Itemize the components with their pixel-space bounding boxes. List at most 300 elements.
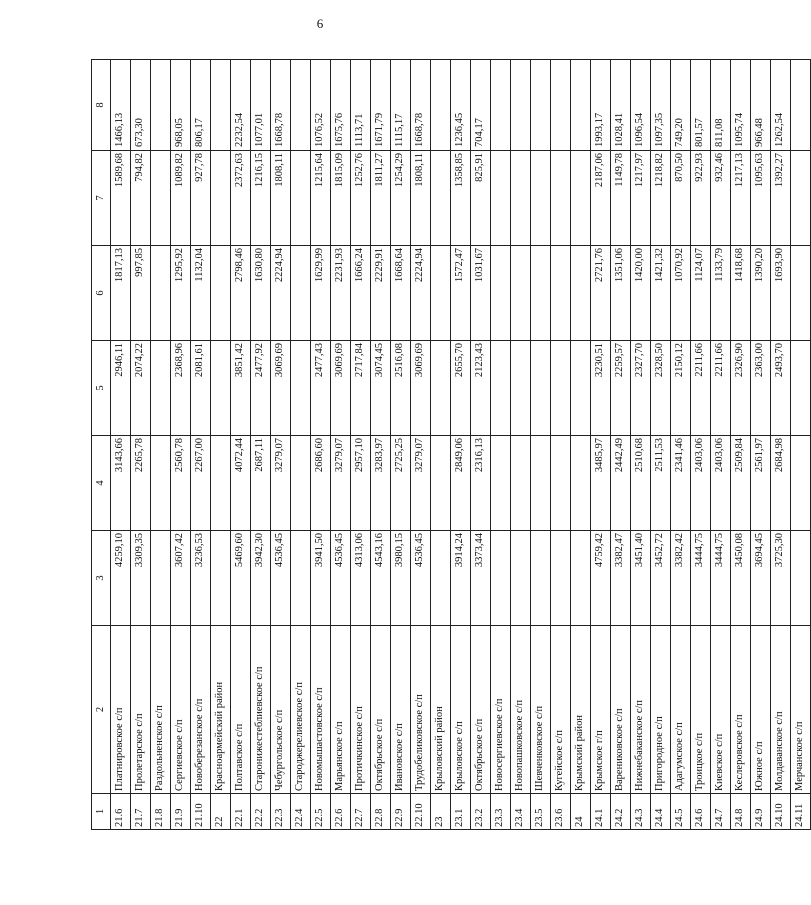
value-cell: [151, 60, 171, 151]
value-cell: 1262,54: [771, 60, 791, 151]
value-cell: 1076,52: [311, 60, 331, 151]
row-name-cell: Мерчанское с/п: [791, 626, 811, 794]
value-cell: [151, 436, 171, 531]
table-row: [311, 60, 331, 830]
value-cell: [791, 436, 811, 531]
table-row: [211, 60, 231, 830]
value-cell: 927,78: [191, 151, 211, 246]
table-row: [391, 60, 411, 830]
value-cell: 1216,15: [251, 151, 271, 246]
column-header: 8: [92, 60, 111, 151]
row-number-cell: 21.8: [151, 794, 171, 830]
table-row: [751, 60, 771, 830]
value-cell: 968,05: [171, 60, 191, 151]
table-row: [711, 60, 731, 830]
value-cell: 3382,47: [611, 531, 631, 626]
value-cell: [571, 436, 591, 531]
value-cell: 1668,78: [271, 60, 291, 151]
value-cell: 1095,74: [731, 60, 751, 151]
value-cell: [211, 60, 231, 151]
row-number-cell: 22.5: [311, 794, 331, 830]
value-cell: [491, 341, 511, 436]
row-number-cell: 22.7: [351, 794, 371, 830]
column-header: 2: [92, 626, 111, 794]
value-cell: 749,20: [671, 60, 691, 151]
value-cell: [551, 151, 571, 246]
value-cell: 1254,29: [391, 151, 411, 246]
row-number-cell: 24.10: [771, 794, 791, 830]
value-cell: 2725,25: [391, 436, 411, 531]
value-cell: 2510,68: [631, 436, 651, 531]
value-cell: 1113,71: [351, 60, 371, 151]
value-cell: 2081,61: [191, 341, 211, 436]
data-table: [91, 59, 811, 830]
table-row: [431, 60, 451, 830]
row-number-cell: 24.8: [731, 794, 751, 830]
value-cell: 1295,92: [171, 246, 191, 341]
value-cell: [431, 151, 451, 246]
value-cell: 1629,99: [311, 246, 331, 341]
row-number-cell: 21.9: [171, 794, 191, 830]
column-header: 5: [92, 341, 111, 436]
value-cell: [491, 436, 511, 531]
value-cell: 3451,40: [631, 531, 651, 626]
value-cell: [791, 341, 811, 436]
value-cell: 1215,64: [311, 151, 331, 246]
table-row: [631, 60, 651, 830]
row-number-cell: 22.1: [231, 794, 251, 830]
column-header: 3: [92, 531, 111, 626]
value-cell: 3069,69: [411, 341, 431, 436]
row-name-cell: Сергиевское с/п: [171, 626, 191, 794]
table-row: [351, 60, 371, 830]
value-cell: 1252,76: [351, 151, 371, 246]
value-cell: 2477,43: [311, 341, 331, 436]
row-name-cell: Молдаванское с/п: [771, 626, 791, 794]
table-row: [331, 60, 351, 830]
value-cell: 2327,70: [631, 341, 651, 436]
value-cell: [511, 436, 531, 531]
table-row: [151, 60, 171, 830]
row-number-cell: 24.3: [631, 794, 651, 830]
row-name-cell: Пригородное с/п: [651, 626, 671, 794]
value-cell: 3607,42: [171, 531, 191, 626]
value-cell: [531, 531, 551, 626]
value-cell: [791, 151, 811, 246]
value-cell: 2232,54: [231, 60, 251, 151]
value-cell: 2403,06: [711, 436, 731, 531]
row-name-cell: Крымский район: [571, 626, 591, 794]
value-cell: 1808,11: [411, 151, 431, 246]
value-cell: [551, 531, 571, 626]
value-cell: 4536,45: [411, 531, 431, 626]
value-cell: 794,82: [131, 151, 151, 246]
value-cell: [151, 151, 171, 246]
value-cell: 1668,78: [411, 60, 431, 151]
value-cell: 1351,06: [611, 246, 631, 341]
value-cell: [531, 60, 551, 151]
value-cell: 2655,70: [451, 341, 471, 436]
value-cell: 1418,68: [731, 246, 751, 341]
value-cell: 2150,12: [671, 341, 691, 436]
row-name-cell: Старонижестеблиевское с/п: [251, 626, 271, 794]
row-name-cell: Новоберезанское с/п: [191, 626, 211, 794]
value-cell: 1392,27: [771, 151, 791, 246]
value-cell: 3851,42: [231, 341, 251, 436]
value-cell: 4259,10: [111, 531, 131, 626]
row-number-cell: 24.2: [611, 794, 631, 830]
value-cell: [291, 60, 311, 151]
row-number-cell: 24.4: [651, 794, 671, 830]
row-name-cell: Новопашковское с/п: [511, 626, 531, 794]
row-number-cell: 24.11: [791, 794, 811, 830]
value-cell: 3074,45: [371, 341, 391, 436]
table-row: [591, 60, 611, 830]
value-cell: 3279,07: [271, 436, 291, 531]
value-cell: 2224,94: [411, 246, 431, 341]
value-cell: [211, 341, 231, 436]
value-cell: 3279,07: [411, 436, 431, 531]
row-name-cell: Киевское с/п: [711, 626, 731, 794]
row-name-cell: Красноармейский район: [211, 626, 231, 794]
value-cell: [151, 531, 171, 626]
value-cell: 2946,11: [111, 341, 131, 436]
column-header: 1: [92, 794, 111, 830]
value-cell: 4313,06: [351, 531, 371, 626]
value-cell: 3450,08: [731, 531, 751, 626]
value-cell: 4536,45: [331, 531, 351, 626]
value-cell: [571, 246, 591, 341]
row-name-cell: Нижнебаканское с/п: [631, 626, 651, 794]
value-cell: 1466,13: [111, 60, 131, 151]
value-cell: [531, 246, 551, 341]
value-cell: 801,57: [691, 60, 711, 151]
row-number-cell: 24.9: [751, 794, 771, 830]
value-cell: 1096,54: [631, 60, 651, 151]
value-cell: 1358,85: [451, 151, 471, 246]
table-row: [411, 60, 431, 830]
value-cell: 1668,64: [391, 246, 411, 341]
value-cell: 806,17: [191, 60, 211, 151]
value-cell: 2187,06: [591, 151, 611, 246]
value-cell: [511, 531, 531, 626]
value-cell: 3725,30: [771, 531, 791, 626]
value-cell: [571, 531, 591, 626]
value-cell: 3069,69: [331, 341, 351, 436]
value-cell: 811,08: [711, 60, 731, 151]
value-cell: [491, 60, 511, 151]
value-cell: [511, 151, 531, 246]
row-number-cell: 22.10: [411, 794, 431, 830]
value-cell: [551, 60, 571, 151]
row-name-cell: Пролетарское с/п: [131, 626, 151, 794]
value-cell: 673,30: [131, 60, 151, 151]
value-cell: 1420,00: [631, 246, 651, 341]
table-row: [791, 60, 811, 830]
value-cell: 704,17: [471, 60, 491, 151]
value-cell: 4759,42: [591, 531, 611, 626]
value-cell: 1115,17: [391, 60, 411, 151]
value-cell: 1031,67: [471, 246, 491, 341]
value-cell: 3382,42: [671, 531, 691, 626]
value-cell: 3143,66: [111, 436, 131, 531]
row-name-cell: Октябрьское с/п: [471, 626, 491, 794]
table-row: [731, 60, 751, 830]
row-name-cell: Чебургольское с/п: [271, 626, 291, 794]
value-cell: [791, 246, 811, 341]
row-name-cell: Новомышастовское с/п: [311, 626, 331, 794]
row-name-cell: Адагумское с/п: [671, 626, 691, 794]
value-cell: 1217,97: [631, 151, 651, 246]
value-cell: 2717,84: [351, 341, 371, 436]
row-name-cell: Шевченковское с/п: [531, 626, 551, 794]
value-cell: 1675,76: [331, 60, 351, 151]
value-cell: [431, 341, 451, 436]
value-cell: 922,93: [691, 151, 711, 246]
value-cell: 1671,79: [371, 60, 391, 151]
value-cell: 1089,82: [171, 151, 191, 246]
value-cell: 3309,35: [131, 531, 151, 626]
row-name-cell: Южное с/п: [751, 626, 771, 794]
row-name-cell: Раздольненское с/п: [151, 626, 171, 794]
row-number-cell: 23.6: [551, 794, 571, 830]
value-cell: 2511,53: [651, 436, 671, 531]
table-row: [531, 60, 551, 830]
value-cell: 5469,60: [231, 531, 251, 626]
value-cell: [511, 60, 531, 151]
value-cell: 3444,75: [711, 531, 731, 626]
header-row: [92, 60, 111, 830]
value-cell: 2224,94: [271, 246, 291, 341]
value-cell: 1572,47: [451, 246, 471, 341]
value-cell: [791, 531, 811, 626]
value-cell: 2560,78: [171, 436, 191, 531]
row-name-cell: Кеслеровское с/п: [731, 626, 751, 794]
value-cell: 2368,96: [171, 341, 191, 436]
table-row: [491, 60, 511, 830]
value-cell: [491, 246, 511, 341]
value-cell: 1217,13: [731, 151, 751, 246]
row-number-cell: 22.4: [291, 794, 311, 830]
value-cell: 1124,07: [691, 246, 711, 341]
value-cell: 2798,46: [231, 246, 251, 341]
value-cell: 3941,50: [311, 531, 331, 626]
row-name-cell: Ивановское с/п: [391, 626, 411, 794]
value-cell: 2849,06: [451, 436, 471, 531]
value-cell: 870,50: [671, 151, 691, 246]
value-cell: 2211,66: [711, 341, 731, 436]
value-cell: 2316,13: [471, 436, 491, 531]
table-row: [291, 60, 311, 830]
value-cell: 1218,82: [651, 151, 671, 246]
value-cell: 3069,69: [271, 341, 291, 436]
row-number-cell: 21.10: [191, 794, 211, 830]
row-name-cell: Крыловский район: [431, 626, 451, 794]
page-number: 6: [316, 16, 324, 31]
value-cell: 3694,45: [751, 531, 771, 626]
table-row: [691, 60, 711, 830]
table-row: [671, 60, 691, 830]
row-name-cell: Крыловское с/п: [451, 626, 471, 794]
value-cell: 3452,72: [651, 531, 671, 626]
value-cell: 3283,97: [371, 436, 391, 531]
row-number-cell: 24.1: [591, 794, 611, 830]
value-cell: [531, 341, 551, 436]
value-cell: [491, 151, 511, 246]
value-cell: 4072,44: [231, 436, 251, 531]
value-cell: 2326,90: [731, 341, 751, 436]
row-number-cell: 22.2: [251, 794, 271, 830]
row-number-cell: 24.5: [671, 794, 691, 830]
value-cell: 2231,93: [331, 246, 351, 341]
value-cell: [511, 246, 531, 341]
value-cell: [211, 246, 231, 341]
row-name-cell: Троицкое с/п: [691, 626, 711, 794]
value-cell: 4543,16: [371, 531, 391, 626]
row-number-cell: 23.1: [451, 794, 471, 830]
value-cell: 2686,60: [311, 436, 331, 531]
value-cell: 1630,80: [251, 246, 271, 341]
value-cell: [151, 246, 171, 341]
table-row: [171, 60, 191, 830]
value-cell: 3230,51: [591, 341, 611, 436]
value-cell: [571, 60, 591, 151]
row-number-cell: 22.8: [371, 794, 391, 830]
row-name-cell: Трудобеликовское с/п: [411, 626, 431, 794]
value-cell: [551, 246, 571, 341]
row-name-cell: Крымское г/п: [591, 626, 611, 794]
value-cell: [431, 60, 451, 151]
table-row: [251, 60, 271, 830]
value-cell: 1811,27: [371, 151, 391, 246]
column-header: 6: [92, 246, 111, 341]
value-cell: 2328,50: [651, 341, 671, 436]
value-cell: 3485,97: [591, 436, 611, 531]
value-cell: [511, 341, 531, 436]
row-number-cell: 23.5: [531, 794, 551, 830]
row-name-cell: Платнировское с/п: [111, 626, 131, 794]
row-name-cell: Марьянское с/п: [331, 626, 351, 794]
table-row: [771, 60, 791, 830]
table-row: [271, 60, 291, 830]
value-cell: 1817,13: [111, 246, 131, 341]
value-cell: [791, 60, 811, 151]
value-cell: [551, 341, 571, 436]
value-cell: 1589,68: [111, 151, 131, 246]
table-row: [191, 60, 211, 830]
table-row: [571, 60, 591, 830]
value-cell: 1070,92: [671, 246, 691, 341]
value-cell: 3373,44: [471, 531, 491, 626]
value-cell: [291, 151, 311, 246]
value-cell: 2509,84: [731, 436, 751, 531]
value-cell: [151, 341, 171, 436]
value-cell: 2267,00: [191, 436, 211, 531]
row-name-cell: Полтавское с/п: [231, 626, 251, 794]
value-cell: 2403,06: [691, 436, 711, 531]
value-cell: [491, 531, 511, 626]
row-number-cell: 21.7: [131, 794, 151, 830]
value-cell: 2123,43: [471, 341, 491, 436]
table-row: [471, 60, 491, 830]
row-number-cell: 23.4: [511, 794, 531, 830]
table-row: [231, 60, 251, 830]
value-cell: 825,91: [471, 151, 491, 246]
value-cell: 2687,11: [251, 436, 271, 531]
value-cell: 2074,22: [131, 341, 151, 436]
row-name-cell: Кугейское с/п: [551, 626, 571, 794]
value-cell: 1693,90: [771, 246, 791, 341]
value-cell: 2516,08: [391, 341, 411, 436]
table-row: [111, 60, 131, 830]
value-cell: 3914,24: [451, 531, 471, 626]
table-row: [371, 60, 391, 830]
value-cell: [211, 531, 231, 626]
table-body: [92, 60, 811, 830]
value-cell: 2372,63: [231, 151, 251, 246]
value-cell: [531, 151, 551, 246]
value-cell: 966,48: [751, 60, 771, 151]
row-number-cell: 23.2: [471, 794, 491, 830]
value-cell: 3980,15: [391, 531, 411, 626]
value-cell: 2561,97: [751, 436, 771, 531]
row-number-cell: 24: [571, 794, 591, 830]
value-cell: 1077,01: [251, 60, 271, 151]
row-number-cell: 24.7: [711, 794, 731, 830]
value-cell: [291, 246, 311, 341]
value-cell: 3236,53: [191, 531, 211, 626]
row-number-cell: 22.6: [331, 794, 351, 830]
row-number-cell: 23.3: [491, 794, 511, 830]
value-cell: 1132,04: [191, 246, 211, 341]
value-cell: 1390,20: [751, 246, 771, 341]
value-cell: 2477,92: [251, 341, 271, 436]
value-cell: [291, 531, 311, 626]
row-number-cell: 22.3: [271, 794, 291, 830]
column-header: 4: [92, 436, 111, 531]
table-row: [651, 60, 671, 830]
row-name-cell: Протичкинское с/п: [351, 626, 371, 794]
row-number-cell: 24.6: [691, 794, 711, 830]
table-row: [511, 60, 531, 830]
value-cell: [571, 341, 591, 436]
row-number-cell: 23: [431, 794, 451, 830]
value-cell: [291, 341, 311, 436]
value-cell: 2957,10: [351, 436, 371, 531]
value-cell: 3279,07: [331, 436, 351, 531]
value-cell: 1133,79: [711, 246, 731, 341]
value-cell: 2363,00: [751, 341, 771, 436]
value-cell: 1236,45: [451, 60, 471, 151]
value-cell: 2229,91: [371, 246, 391, 341]
value-cell: [431, 436, 451, 531]
value-cell: 1666,24: [351, 246, 371, 341]
value-cell: 2493,70: [771, 341, 791, 436]
value-cell: 2211,66: [691, 341, 711, 436]
value-cell: 2684,98: [771, 436, 791, 531]
value-cell: [431, 531, 451, 626]
value-cell: 1421,32: [651, 246, 671, 341]
value-cell: [571, 151, 591, 246]
value-cell: 2442,49: [611, 436, 631, 531]
value-cell: 1815,09: [331, 151, 351, 246]
value-cell: 2259,57: [611, 341, 631, 436]
value-cell: [211, 151, 231, 246]
value-cell: 1993,17: [591, 60, 611, 151]
value-cell: [291, 436, 311, 531]
value-cell: 1028,41: [611, 60, 631, 151]
row-name-cell: Староджерелиевское с/п: [291, 626, 311, 794]
